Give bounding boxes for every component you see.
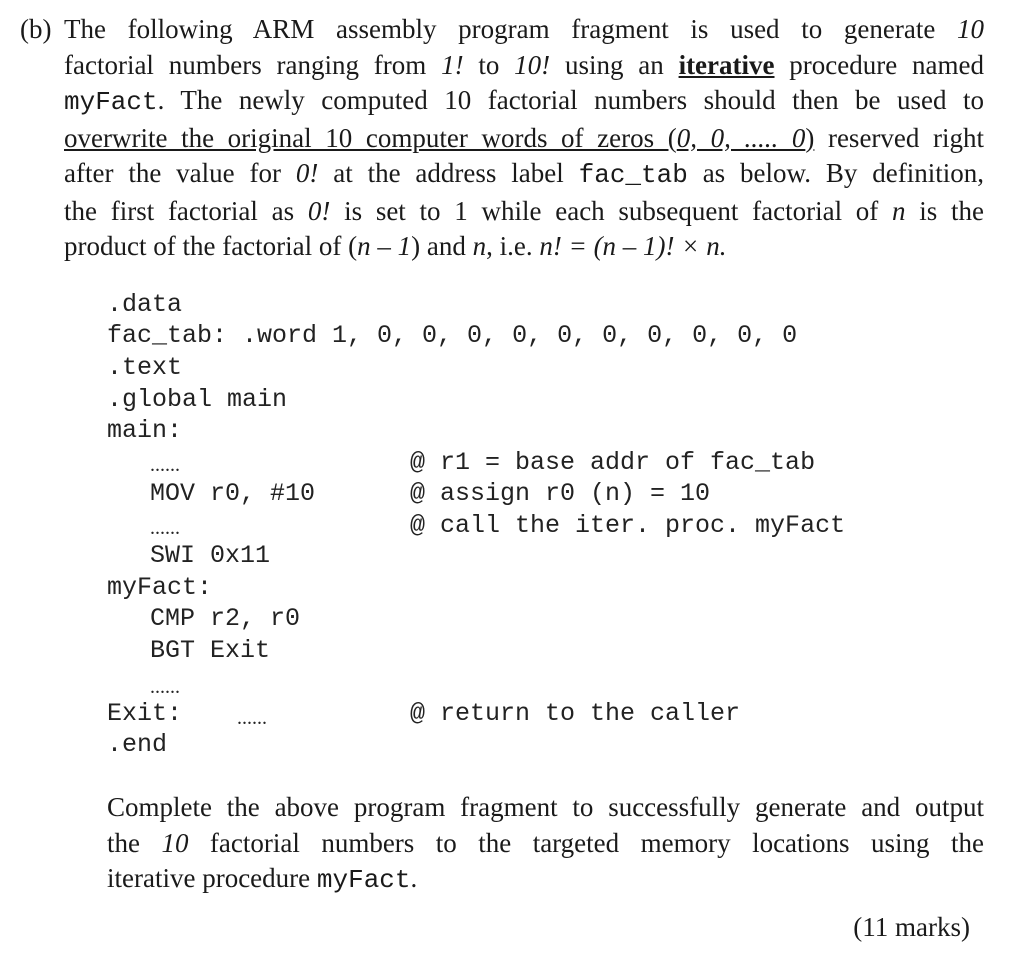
code-line: myFact: xyxy=(107,573,213,602)
code-ellipsis: ...... xyxy=(150,676,180,698)
code-line: SWI 0x11 xyxy=(150,541,271,570)
code-comment: @ call the iter. proc. myFact xyxy=(410,511,846,540)
code-ellipsis: ...... xyxy=(150,454,180,476)
code-line: BGT Exit xyxy=(150,636,271,665)
code-line: .text xyxy=(107,353,183,382)
instruction-line-1: Complete the above program fragment to successfully generate and output xyxy=(107,792,984,822)
question-line-3: myFact. The newly computed 10 factorial numbers should then be used to xyxy=(64,85,984,117)
code-line: CMP r2, r0 xyxy=(150,604,301,633)
code-comment: @ assign r0 (n) = 10 xyxy=(410,479,711,508)
instruction-paragraph xyxy=(107,790,984,899)
question-paragraph xyxy=(20,12,985,265)
code-line: .end xyxy=(107,730,168,759)
question-line-6: the first factorial as 0! is set to 1 while each subsequent factorial of n is the xyxy=(64,195,984,226)
code-line: MOV r0, #10 xyxy=(150,479,316,508)
code-comment: @ r1 = base addr of fac_tab xyxy=(410,448,816,477)
question-line-7: product of the factorial of (n – 1) and n, i.e. n! = (n – 1)! × n. xyxy=(64,231,727,261)
question-line-1: The following ARM assembly program fragment is used to generate 10 xyxy=(64,14,984,44)
code-line: fac_tab: .word 1, 0, 0, 0, 0, 0, 0, 0, 0, 0, 0 xyxy=(107,321,798,350)
instruction-line-3: iterative procedure myFact. xyxy=(107,863,418,895)
code-line: main: xyxy=(107,416,183,445)
code-ellipsis: ...... xyxy=(237,707,267,729)
code-line: .data xyxy=(107,290,183,319)
code-line: Exit: xyxy=(107,699,183,728)
question-line-5: after the value for 0! at the address label fac_tab as below. By definition, xyxy=(64,158,985,190)
question-line-2: factorial numbers ranging from 1! to 10! using an iterative procedure named xyxy=(64,49,984,80)
instruction-line-2: the 10 factorial numbers to the targeted memory locations using the xyxy=(107,827,984,858)
code-comment: @ return to the caller xyxy=(410,699,741,728)
marks-label: (11 marks) xyxy=(853,912,970,942)
code-ellipsis: ...... xyxy=(150,517,180,539)
question-line-4: overwrite the original 10 computer words of zeros (0, 0, ..... 0) reserved right xyxy=(64,122,985,153)
question-label: (b) xyxy=(20,14,52,44)
code-line: .global main xyxy=(107,385,288,414)
